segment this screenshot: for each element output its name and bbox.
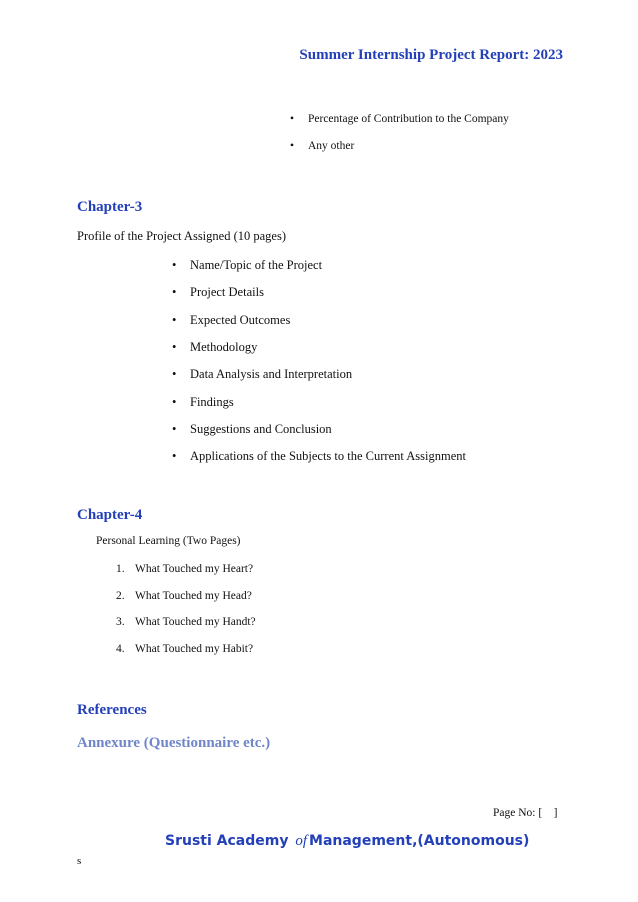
list-item xyxy=(172,258,322,273)
list-item-text: Methodology xyxy=(190,340,258,354)
list-item xyxy=(172,340,257,355)
list-item-text: Expected Outcomes xyxy=(190,313,291,327)
list-number: 1. xyxy=(116,563,125,575)
footer-name-part2: Management,(Autonomous) xyxy=(309,833,530,849)
list-item-text: What Touched my Handt? xyxy=(135,616,256,628)
list-item xyxy=(290,113,509,125)
list-item xyxy=(116,643,253,655)
list-item xyxy=(172,367,352,382)
references-heading: References xyxy=(77,702,147,718)
page-number: Page No: [ ] xyxy=(493,807,558,819)
list-item xyxy=(116,616,256,628)
list-item xyxy=(172,395,234,410)
bullet-icon: • xyxy=(172,340,177,354)
chapter-3-heading: Chapter-3 xyxy=(77,199,143,215)
chapter-3-subtitle: Profile of the Project Assigned (10 pages) xyxy=(77,229,286,243)
list-item-text: Findings xyxy=(190,395,234,409)
bullet-icon: • xyxy=(172,395,177,409)
list-item-text: Name/Topic of the Project xyxy=(190,258,323,272)
bullet-icon: • xyxy=(172,258,177,272)
list-item-text: What Touched my Heart? xyxy=(135,563,254,575)
bullet-icon: • xyxy=(172,313,177,327)
report-header-title: Summer Internship Project Report: 2023 xyxy=(299,47,563,63)
footer-institution xyxy=(165,833,529,850)
list-item-text: Project Details xyxy=(190,285,264,299)
list-item xyxy=(172,422,332,437)
bullet-icon: • xyxy=(172,285,177,299)
list-item xyxy=(172,313,290,328)
bullet-icon: • xyxy=(172,422,177,436)
bullet-icon: • xyxy=(172,367,177,381)
list-item-text: Suggestions and Conclusion xyxy=(190,422,332,436)
bullet-icon: • xyxy=(290,140,295,152)
list-number: 4. xyxy=(116,643,125,655)
list-item-text: What Touched my Head? xyxy=(135,590,252,602)
list-item xyxy=(116,590,252,602)
list-item-text: Any other xyxy=(308,140,355,152)
list-item-text: Data Analysis and Interpretation xyxy=(190,367,353,381)
bullet-icon: • xyxy=(172,449,177,463)
list-item xyxy=(172,449,466,464)
bullet-icon: • xyxy=(290,113,295,125)
list-item xyxy=(116,563,253,575)
list-number: 2. xyxy=(116,590,125,602)
stray-mark: s xyxy=(77,855,82,867)
chapter-4-subtitle: Personal Learning (Two Pages) xyxy=(96,535,241,547)
footer-of: of xyxy=(295,833,308,849)
chapter-4-heading: Chapter-4 xyxy=(77,507,143,523)
list-item-text: What Touched my Habit? xyxy=(135,643,254,655)
footer-name-part1: Srusti Academy xyxy=(165,833,289,849)
list-item-text: Percentage of Contribution to the Company xyxy=(308,113,509,125)
list-item xyxy=(172,285,264,300)
list-item xyxy=(290,140,354,152)
annexure-heading: Annexure (Questionnaire etc.) xyxy=(77,735,271,751)
list-number: 3. xyxy=(116,616,125,628)
list-item-text: Applications of the Subjects to the Current Assignment xyxy=(190,449,467,463)
